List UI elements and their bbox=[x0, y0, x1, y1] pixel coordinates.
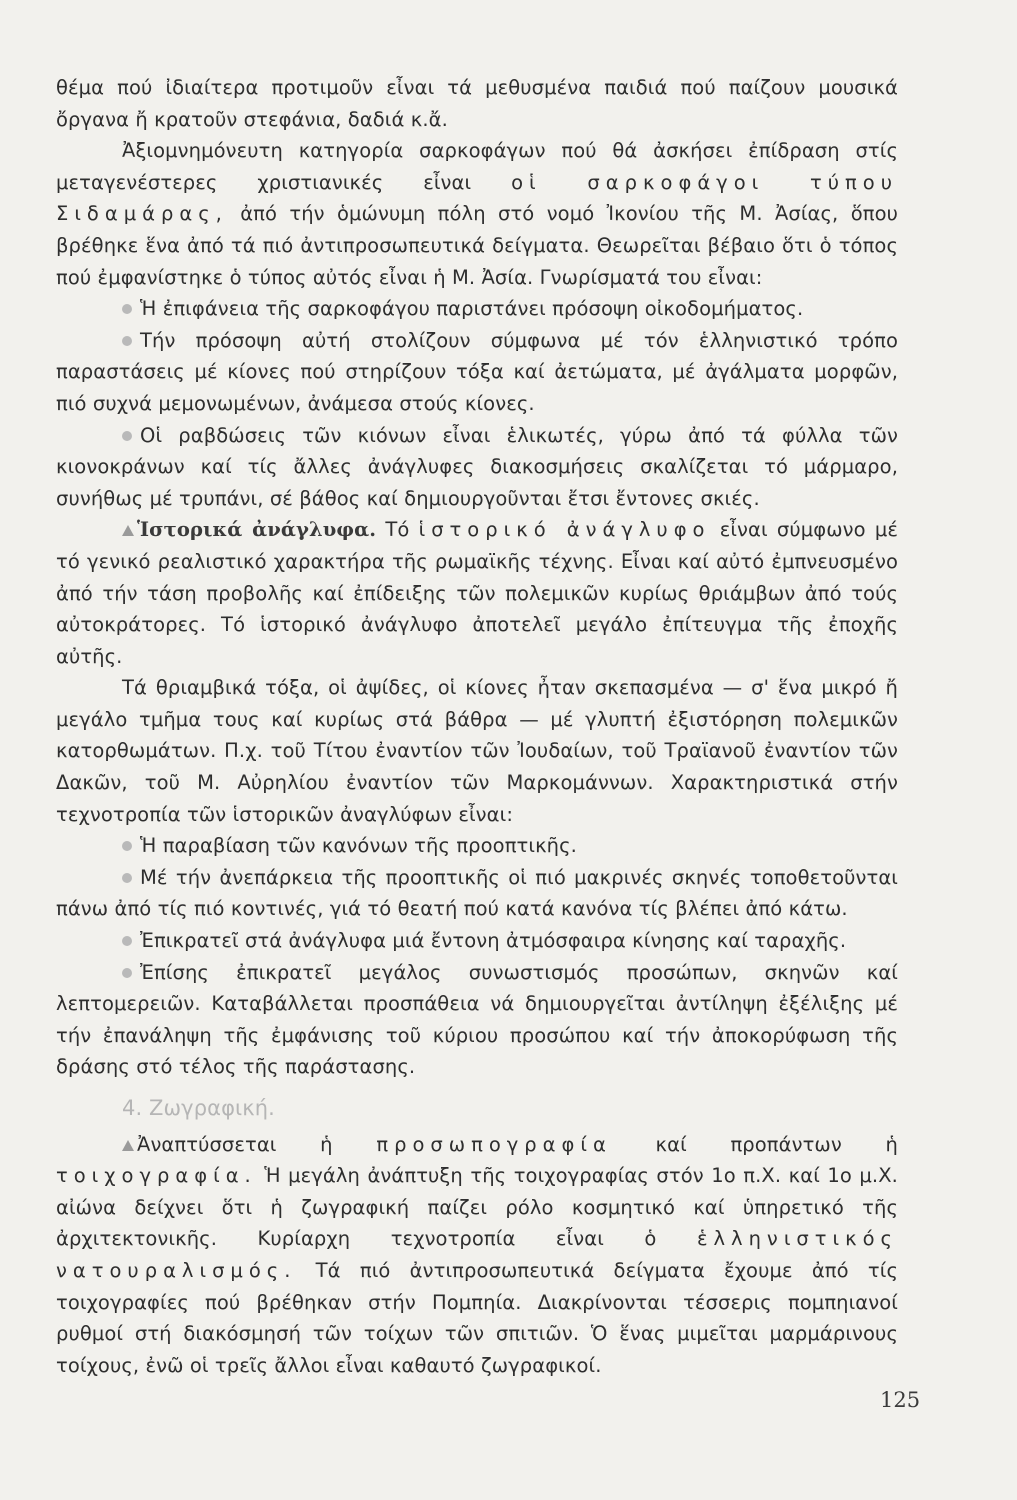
bullet-item: Ἡ ἐπιφάνεια τῆς σαρκοφάγου παριστάνει πρόσοψη οἰκοδομήματος. bbox=[56, 293, 898, 325]
paragraph: θέμα πού ἰδιαίτερα προτιμοῦν εἶναι τά μεθυσμένα παιδιά πού παίζουν μουσικά ὄργανα ἤ κρατοῦν στεφάνια, δαδιά κ.ἄ. bbox=[56, 76, 898, 131]
spaced-term: ἑλληνιστικός νατουραλισμός. bbox=[56, 1227, 898, 1282]
bullet-item: Μέ τήν ἀνεπάρκεια τῆς προοπτικῆς οἱ πιό μακρινές σκηνές τοποθετοῦνται πάνω ἀπό τίς πιό κοντινές, γιά τό θεατή πού κατά κανόνα τίς βλέπει ἀπό κάτω. bbox=[56, 865, 898, 921]
spaced-term: οἱ σαρκοφάγοι τύπου Σιδαμάρας, bbox=[56, 170, 899, 226]
bullet-icon bbox=[122, 841, 132, 851]
bullet-item: Ἡ παραβίαση τῶν κανόνων τῆς προοπτικῆς. bbox=[56, 830, 898, 862]
section-heading: 4. Ζωγραφική. bbox=[122, 1096, 275, 1120]
bullet-icon bbox=[122, 968, 132, 978]
paragraph: Τά θριαμβικά τόξα, οἱ ἀψίδες, οἱ κίονες ἦταν σκεπασμένα — σ' ἕνα μικρό ἤ μεγάλο τμῆμα τους καί κυρίως στά βάθρα — μέ γλυπτή ἐξιστόρηση πολεμικῶν κατορθωμάτων. Π.χ. τοῦ Τίτου ἐναντίον τῶν Ἰουδαίων, τοῦ Τραϊανοῦ ἐναντίον τῶν Δακῶν, τοῦ Μ. Αὐρηλίου ἐναντίον τῶν Μαρκομάννων. Χαρακτηριστικά στήν τεχνοτροπία τῶν ἱστορικῶν ἀναγλύφων εἶναι: bbox=[56, 676, 898, 826]
triangle-marker-icon bbox=[122, 525, 134, 536]
triangle-marker-icon bbox=[122, 1140, 134, 1151]
paragraph: Ἱστορικά ἀνάγλυφα. Τό ἱστορικό ἀνάγλυφο εἶναι σύμφωνο μέ τό γενικό ρεαλιστικό χαρακτήρα τῆς ρωμαϊκῆς τέχνης. Εἶναι καί αὐτό ἐμπνευσμένο ἀπό τήν τάση προβολῆς καί ἐπίδειξης τῶν πολεμικῶν κυρίως θριάμβων ἀπό τούς αὐτοκράτορες. Τό ἱστορικό ἀνάγλυφο ἀποτελεῖ μεγάλο ἐπίτευγμα τῆς ἐποχῆς αὐτῆς. bbox=[56, 518, 899, 668]
bullet-item: Ἐπίσης ἐπικρατεῖ μεγάλος συνωστισμός προσώπων, σκηνῶν καί λεπτομερειῶν. Καταβάλλεται προσπάθεια νά δημιουργεῖται ἀντίληψη ἐξέλιξης μέ τήν ἐπανάληψη τῆς ἐμφάνισης τοῦ κύριου προσώπου καί τήν ἀποκορύφωση τῆς δράσης στό τέλος τῆς παράστασης. bbox=[56, 960, 898, 1079]
bullet-icon bbox=[122, 336, 132, 346]
bullet-item: Τήν πρόσοψη αὐτή στολίζουν σύμφωνα μέ τόν ἑλληνιστικό τρόπο παραστάσεις μέ κίονες πού στηρίζουν τόξα καί ἀετώματα, μέ ἀγάλματα μορφῶν, πιό συχνά μεμονωμένων, ἀνάμεσα στούς κίονες. bbox=[56, 328, 898, 415]
page-number: 125 bbox=[880, 1388, 921, 1412]
bullet-icon bbox=[122, 304, 132, 314]
paragraph: Ἀξιομνημόνευτη κατηγορία σαρκοφάγων πού θά ἀσκήσει ἐπίδραση στίς μεταγενέστερες χριστιανικές εἶναι οἱ σαρκοφάγοι τύπου Σιδαμάρας, ἀπό τήν ὁμώνυμη πόλη στό νομό Ἰκονίου τῆς Μ. Ἀσίας, ὅπου βρέθηκε ἕνα ἀπό τά πιό ἀντιπροσωπευτικά δείγματα. Θεωρεῖται βέβαιο ὅτι ὁ τόπος πού ἐμφανίστηκε ὁ τύπος αὐτός εἶναι ἡ Μ. Ἀσία. Γνωρίσματά του εἶναι: bbox=[56, 139, 899, 289]
bullet-icon bbox=[122, 431, 132, 441]
spaced-term: προσωπογραφία bbox=[376, 1132, 612, 1156]
body-text bbox=[56, 72, 898, 1381]
bullet-item: Ἐπικρατεῖ στά ἀνάγλυφα μιά ἔντονη ἀτμόσφαιρα κίνησης καί ταραχῆς. bbox=[56, 925, 898, 957]
section-subheading: Ἱστορικά ἀνάγλυφα. bbox=[137, 518, 377, 542]
bullet-icon bbox=[122, 873, 132, 883]
bullet-item: Οἱ ραβδώσεις τῶν κιόνων εἶναι ἑλικωτές, γύρω ἀπό τά φύλλα τῶν κιονοκράνων καί τίς ἄλλες ἀνάγλυφες διακοσμήσεις σκαλίζεται τό μάρμαρο, συνήθως μέ τρυπάνι, σέ βάθος καί δημιουργοῦνται ἔτσι ἔντονες σκιές. bbox=[56, 423, 898, 510]
spaced-term: τοιχογραφία. bbox=[56, 1164, 257, 1188]
spaced-term: ἱστορικό ἀνάγλυφο bbox=[418, 518, 711, 542]
paragraph: Ἀναπτύσσεται ἡ προσωπογραφία καί προπάντων ἡ τοιχογραφία. Ἡ μεγάλη ἀνάπτυξη τῆς τοιχογραφίας στόν 1ο π.Χ. καί 1ο μ.Χ. αἰώνα δείχνει ὅτι ἡ ζωγραφική παίζει ρόλο κοσμητικό καί ὑπηρετικό τῆς ἀρχιτεκτονικῆς. Κυρίαρχη τεχνοτροπία εἶναι ὁ ἑλληνιστικός νατουραλισμός. Τά πιό ἀντιπροσωπευτικά δείγματα ἔχουμε ἀπό τίς τοιχογραφίες πού βρέθηκαν στήν Πομπηία. Διακρίνονται τέσσερις πομπηιανοί ρυθμοί στή διακόσμησή τῶν τοίχων τῶν σπιτιῶν. Ὁ ἕνας μιμεῖται μαρμάρινους τοίχους, ἐνῶ οἱ τρεῖς ἄλλοι εἶναι καθαυτό ζωγραφικοί. bbox=[56, 1132, 899, 1377]
bullet-icon bbox=[122, 936, 132, 946]
